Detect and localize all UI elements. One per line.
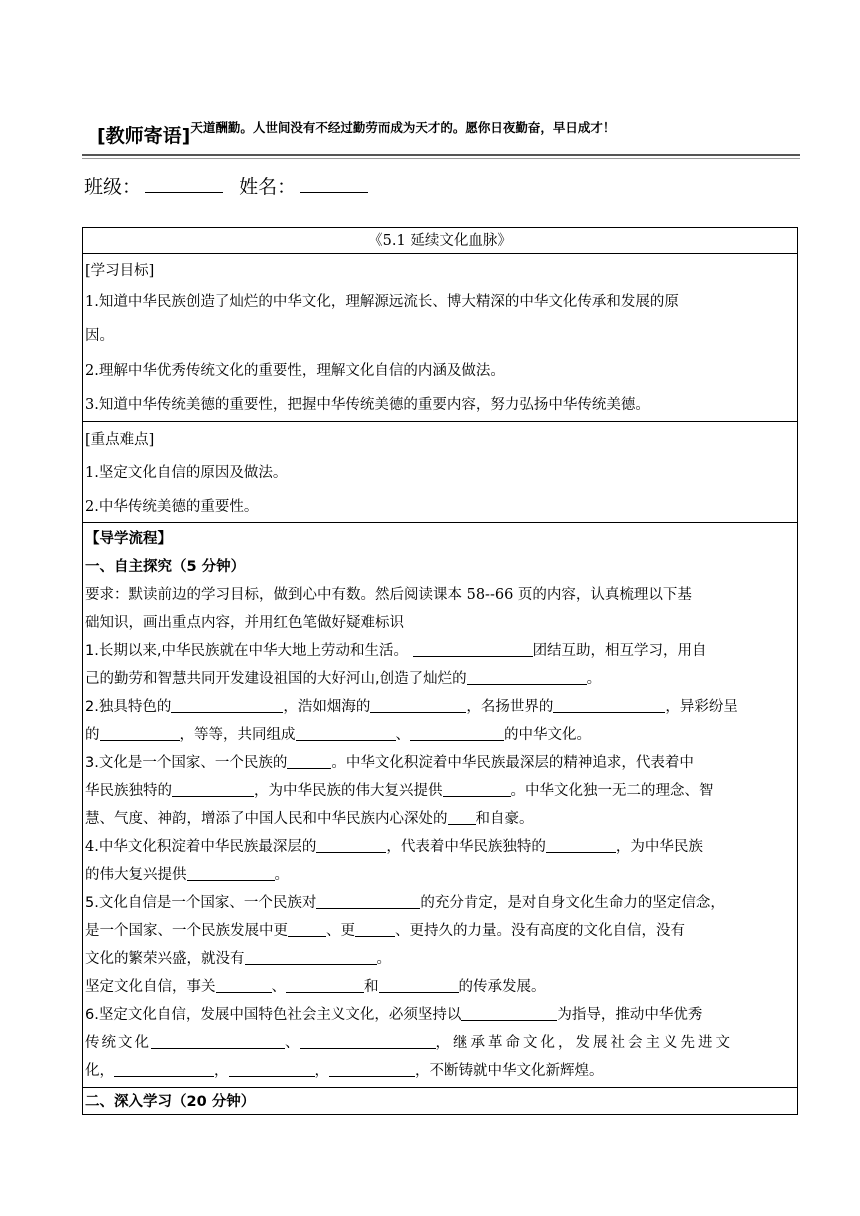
fill-blank[interactable]: [413, 642, 533, 657]
question-text: 文化自信是一个国家、一个民族对: [98, 895, 317, 911]
question-number: 2.: [85, 699, 99, 715]
question-text: ，继承革命文化，发展社会主义先进文: [435, 1035, 733, 1051]
worksheet-table: [82, 227, 798, 1115]
row-divider: [83, 421, 797, 422]
class-blank[interactable]: [145, 191, 223, 193]
header-rule: [82, 154, 800, 156]
question-text: 长期以来,中华民族就在中华大地上劳动和生活。: [98, 643, 408, 659]
keypoint-item: 2.中华传统美德的重要性。: [85, 499, 259, 515]
row-divider: [83, 522, 797, 523]
class-name-line: [84, 172, 372, 199]
question-text: 是一个国家、一个民族发展中更: [85, 923, 288, 939]
fill-blank[interactable]: [300, 1034, 436, 1049]
section1-heading: 一、自主探究（5 分钟）: [85, 559, 246, 575]
question-text: ，异彩纷呈: [665, 699, 738, 715]
question-text: 的传承发展。: [458, 979, 546, 995]
fill-blank[interactable]: [316, 838, 386, 853]
question-text: 团结互助，相互学习，用自: [532, 643, 707, 659]
requirement-line: 础知识，画出重点内容，并用红色笔做好疑难标识: [85, 615, 404, 631]
question-text: 、更: [326, 923, 355, 939]
question-6: [85, 1005, 795, 1025]
question-5-cont: [85, 977, 795, 997]
question-text: 传统文化: [85, 1035, 151, 1051]
question-text: ，名扬世界的: [466, 699, 554, 715]
question-5: [85, 893, 795, 913]
question-2: [85, 697, 795, 717]
question-text: 、: [285, 1035, 300, 1051]
header-rule-thin: [82, 158, 800, 159]
question-number: 5.: [85, 895, 99, 911]
row-divider: [83, 1087, 797, 1088]
fill-blank[interactable]: [448, 810, 476, 825]
objective-item: 1.知道中华民族创造了灿烂的中华文化，理解源远流长、博大精深的中华文化传承和发展的原: [85, 294, 679, 310]
question-3: [85, 753, 795, 773]
question-text: ，: [314, 1063, 329, 1079]
question-text: 的: [85, 727, 100, 743]
question-text: ，等等，共同组成: [179, 727, 296, 743]
question-text: 化，: [85, 1063, 114, 1079]
question-text: 、: [271, 979, 286, 995]
teacher-motto: [97, 118, 615, 148]
question-5-cont: [85, 921, 795, 941]
fill-blank[interactable]: [171, 698, 283, 713]
fill-blank[interactable]: [216, 978, 272, 993]
fill-blank[interactable]: [114, 1062, 214, 1077]
question-4: [85, 837, 795, 857]
question-text: 、更持久的力量。没有高度的文化自信，没有: [395, 923, 685, 939]
question-text: 。中华文化独一无二的理念、智: [510, 783, 714, 799]
question-6-cont: [85, 1061, 795, 1081]
fill-blank[interactable]: [172, 782, 254, 797]
question-text: 4.中华文化积淀着中华民族最深层的: [85, 839, 317, 855]
question-6-cont: [85, 1033, 795, 1053]
question-text: 坚定文化自信，发展中国特色社会主义文化，必须坚持以: [98, 1007, 462, 1023]
name-label: 姓名：: [239, 176, 297, 198]
fill-blank[interactable]: [370, 698, 466, 713]
name-blank[interactable]: [300, 191, 368, 193]
fill-blank[interactable]: [461, 1006, 557, 1021]
question-text: 和自豪。: [475, 811, 534, 827]
question-text: 。: [586, 671, 602, 687]
question-4-cont: [85, 865, 795, 885]
question-text: ，: [214, 1063, 229, 1079]
question-text: 、: [395, 727, 410, 743]
question-text: ，浩如烟海的: [283, 699, 371, 715]
fill-blank[interactable]: [316, 894, 420, 909]
motto-text: 天道酬勤。人世间没有不经过勤劳而成为天才的。愿你日夜勤奋，早日成才！: [190, 120, 616, 135]
question-1-cont: [85, 669, 795, 689]
fill-blank[interactable]: [286, 978, 364, 993]
table-title: 《5.1 延续文化血脉》: [368, 233, 512, 249]
fill-blank[interactable]: [355, 922, 395, 937]
question-text: 独具特色的: [98, 699, 172, 715]
fill-blank[interactable]: [443, 782, 511, 797]
question-3-cont: [85, 781, 795, 801]
question-text: ，代表着中华民族独特的: [386, 839, 546, 855]
section2-heading: 二、深入学习（20 分钟）: [85, 1094, 256, 1110]
requirement-line: 要求：默读前边的学习目标，做到心中有数。然后阅读课本 58--66 页的内容，认真梳理以下基: [85, 587, 692, 603]
question-text: 慧、气度、神韵，增添了中国人民和中华民族内心深处的: [85, 811, 448, 827]
question-text: ，不断铸就中华文化新辉煌。: [415, 1063, 604, 1079]
question-text: ，为中华民族的伟大复兴提供: [254, 783, 443, 799]
question-text: 的充分肯定，是对自身文化生命力的坚定信念，: [420, 895, 725, 911]
objective-item: 因。: [85, 328, 114, 344]
question-text: 。: [376, 951, 391, 967]
fill-blank[interactable]: [187, 866, 275, 881]
fill-blank[interactable]: [379, 978, 459, 993]
question-text: 文化是一个国家、一个民族的: [98, 755, 288, 771]
fill-blank[interactable]: [296, 726, 396, 741]
question-text: 为指导，推动中华优秀: [557, 1007, 703, 1023]
fill-blank[interactable]: [288, 922, 326, 937]
fill-blank[interactable]: [329, 1062, 415, 1077]
question-5-cont: [85, 949, 795, 969]
question-text: 坚定文化自信，事关: [85, 979, 216, 995]
keypoints-heading: [重点难点]: [85, 432, 155, 448]
question-3-cont: [85, 809, 795, 829]
question-text: 己的勤劳和智慧共同开发建设祖国的大好河山,创造了灿烂的: [85, 671, 467, 687]
objective-item: 3.知道中华传统美德的重要性，把握中华传统美德的重要内容，努力弘扬中华传统美德。: [85, 397, 650, 413]
question-text: 。中华文化积淀着中华民族最深层的精神追求，代表着中: [331, 755, 694, 771]
fill-blank[interactable]: [410, 726, 504, 741]
class-label: 班级：: [84, 176, 142, 198]
question-text: 文化的繁荣兴盛，就没有: [85, 951, 245, 967]
objectives-heading: [学习目标]: [85, 263, 155, 279]
fill-blank[interactable]: [553, 698, 665, 713]
question-number: 6.: [85, 1007, 99, 1023]
question-text: 华民族独特的: [85, 783, 172, 799]
motto-label: [教师寄语]: [97, 125, 191, 147]
row-divider: [83, 253, 797, 254]
question-2-cont: [85, 725, 795, 745]
fill-blank[interactable]: [229, 1062, 315, 1077]
question-text: 的中华文化。: [504, 727, 591, 743]
fill-blank[interactable]: [151, 1034, 285, 1049]
objective-item: 2.理解中华优秀传统文化的重要性，理解文化自信的内涵及做法。: [85, 363, 505, 379]
question-text: 的伟大复兴提供: [85, 867, 187, 883]
fill-blank[interactable]: [546, 838, 616, 853]
question-number: 3.: [85, 755, 99, 771]
flow-heading: 【导学流程】: [85, 531, 172, 547]
keypoint-item: 1.坚定文化自信的原因及做法。: [85, 465, 288, 481]
fill-blank[interactable]: [287, 754, 331, 769]
question-number: 1.: [85, 643, 99, 659]
question-text: 。: [274, 867, 289, 883]
question-text: 和: [364, 979, 379, 995]
question-1: [85, 641, 795, 661]
question-text: ，为中华民族: [615, 839, 703, 855]
fill-blank[interactable]: [467, 670, 587, 685]
fill-blank[interactable]: [100, 726, 180, 741]
fill-blank[interactable]: [245, 950, 377, 965]
